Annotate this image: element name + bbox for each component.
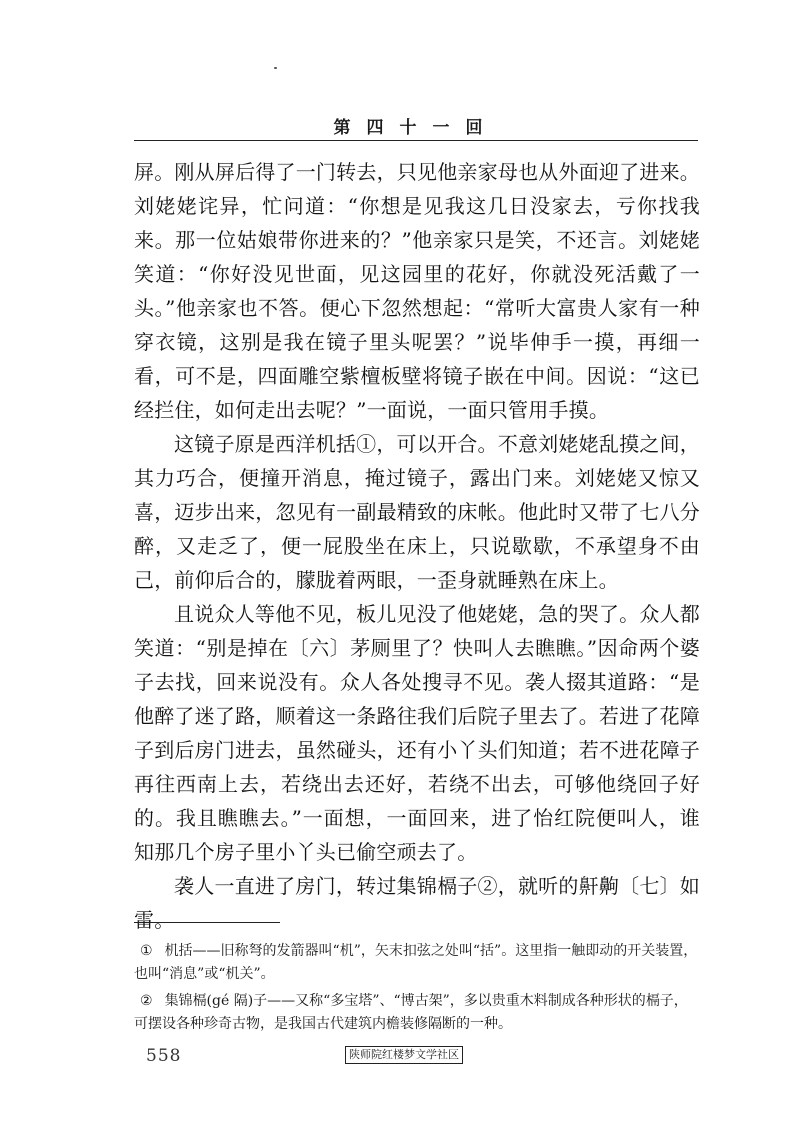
page-number: 558 xyxy=(146,1046,182,1066)
footnotes xyxy=(134,940,700,1040)
header-rule xyxy=(134,140,698,141)
chapter-header: 第四十一回 xyxy=(333,118,499,138)
paragraph-continued: 屏。刚从屏后得了一门转去，只见他亲家母也从外面迎了进来。刘姥姥诧异，忙问道：“你想是见我这几日没家去，亏你找我来。那一位姑娘带你进来的？”他亲家只是笑，不还言。刘姥姥笑道：“你好没见世面，见这园里的花好，你就没死活戴了一头。”他亲家也不答。便心下忽然想起：“常听大富贵人家有一种穿衣镜，这别是我在镜子里头呢罢？”说毕伸手一摸，再细一看，可不是，四面雕空紫檀板壁将镜子嵌在中间。因说：“这已经拦住，如何走出去呢？”一面说，一面只管用手摸。 xyxy=(134,160,700,422)
footnote-2 xyxy=(134,990,700,1036)
body-text xyxy=(134,155,700,937)
footnote-text: 集锦槅(gé 隔)子——又称“多宝塔”、“博古架”，多以贵重木料制成各种形状的槅子，可摆设各种珍奇古物，是我国古代建筑内檐装修隔断的一种。 xyxy=(134,993,688,1032)
paragraph: 这镜子原是西洋机括①，可以开合。不意刘姥姥乱摸之间，其力巧合，便撞开消息，掩过镜子，露出门来。刘姥姥又惊又喜，迈步出来，忽见有一副最精致的床帐。他此时又带了七八分醉，又走乏了，便一屁股坐在床上，只说歇歇，不承望身不由己，前仰后合的，朦胧着两眼，一歪身就睡熟在床上。 xyxy=(134,432,700,592)
footnote-rule xyxy=(134,922,280,923)
footnote-mark: ① xyxy=(140,943,153,959)
paragraph: 且说众人等他不见，板儿见没了他姥姥，急的哭了。众人都笑道：“别是掉在〔六〕茅厕里了？快叫人去瞧瞧。”因命两个婆子去找，回来说没有。众人各处搜寻不见。袭人掇其道路：“是他醉了迷了路，顺着这一条路往我们后院子里去了。若进了花障子到后房门进去，虽然碰头，还有小丫头们知道；若不进花障子再往西南上去，若绕出去还好，若绕不出去，可够他绕回子好的。我且瞧瞧去。”一面想，一面回来，进了怡红院便叫人，谁知那几个房子里小丫头已偷空顽去了。 xyxy=(134,602,700,864)
scan-speck xyxy=(274,67,277,69)
library-stamp: 陕师院红楼梦文学社区 xyxy=(345,1046,463,1064)
footnote-mark: ② xyxy=(140,993,153,1009)
footnote-1 xyxy=(134,940,700,986)
footnote-text: 机括——旧称弩的发箭器叫“机”，矢末扣弦之处叫“括”。这里指一触即动的开关装置，也叫“消息”或“机关”。 xyxy=(134,943,698,982)
paragraph: 袭人一直进了房门，转过集锦槅子②，就听的鼾齁〔七〕如雷。 xyxy=(134,874,700,932)
